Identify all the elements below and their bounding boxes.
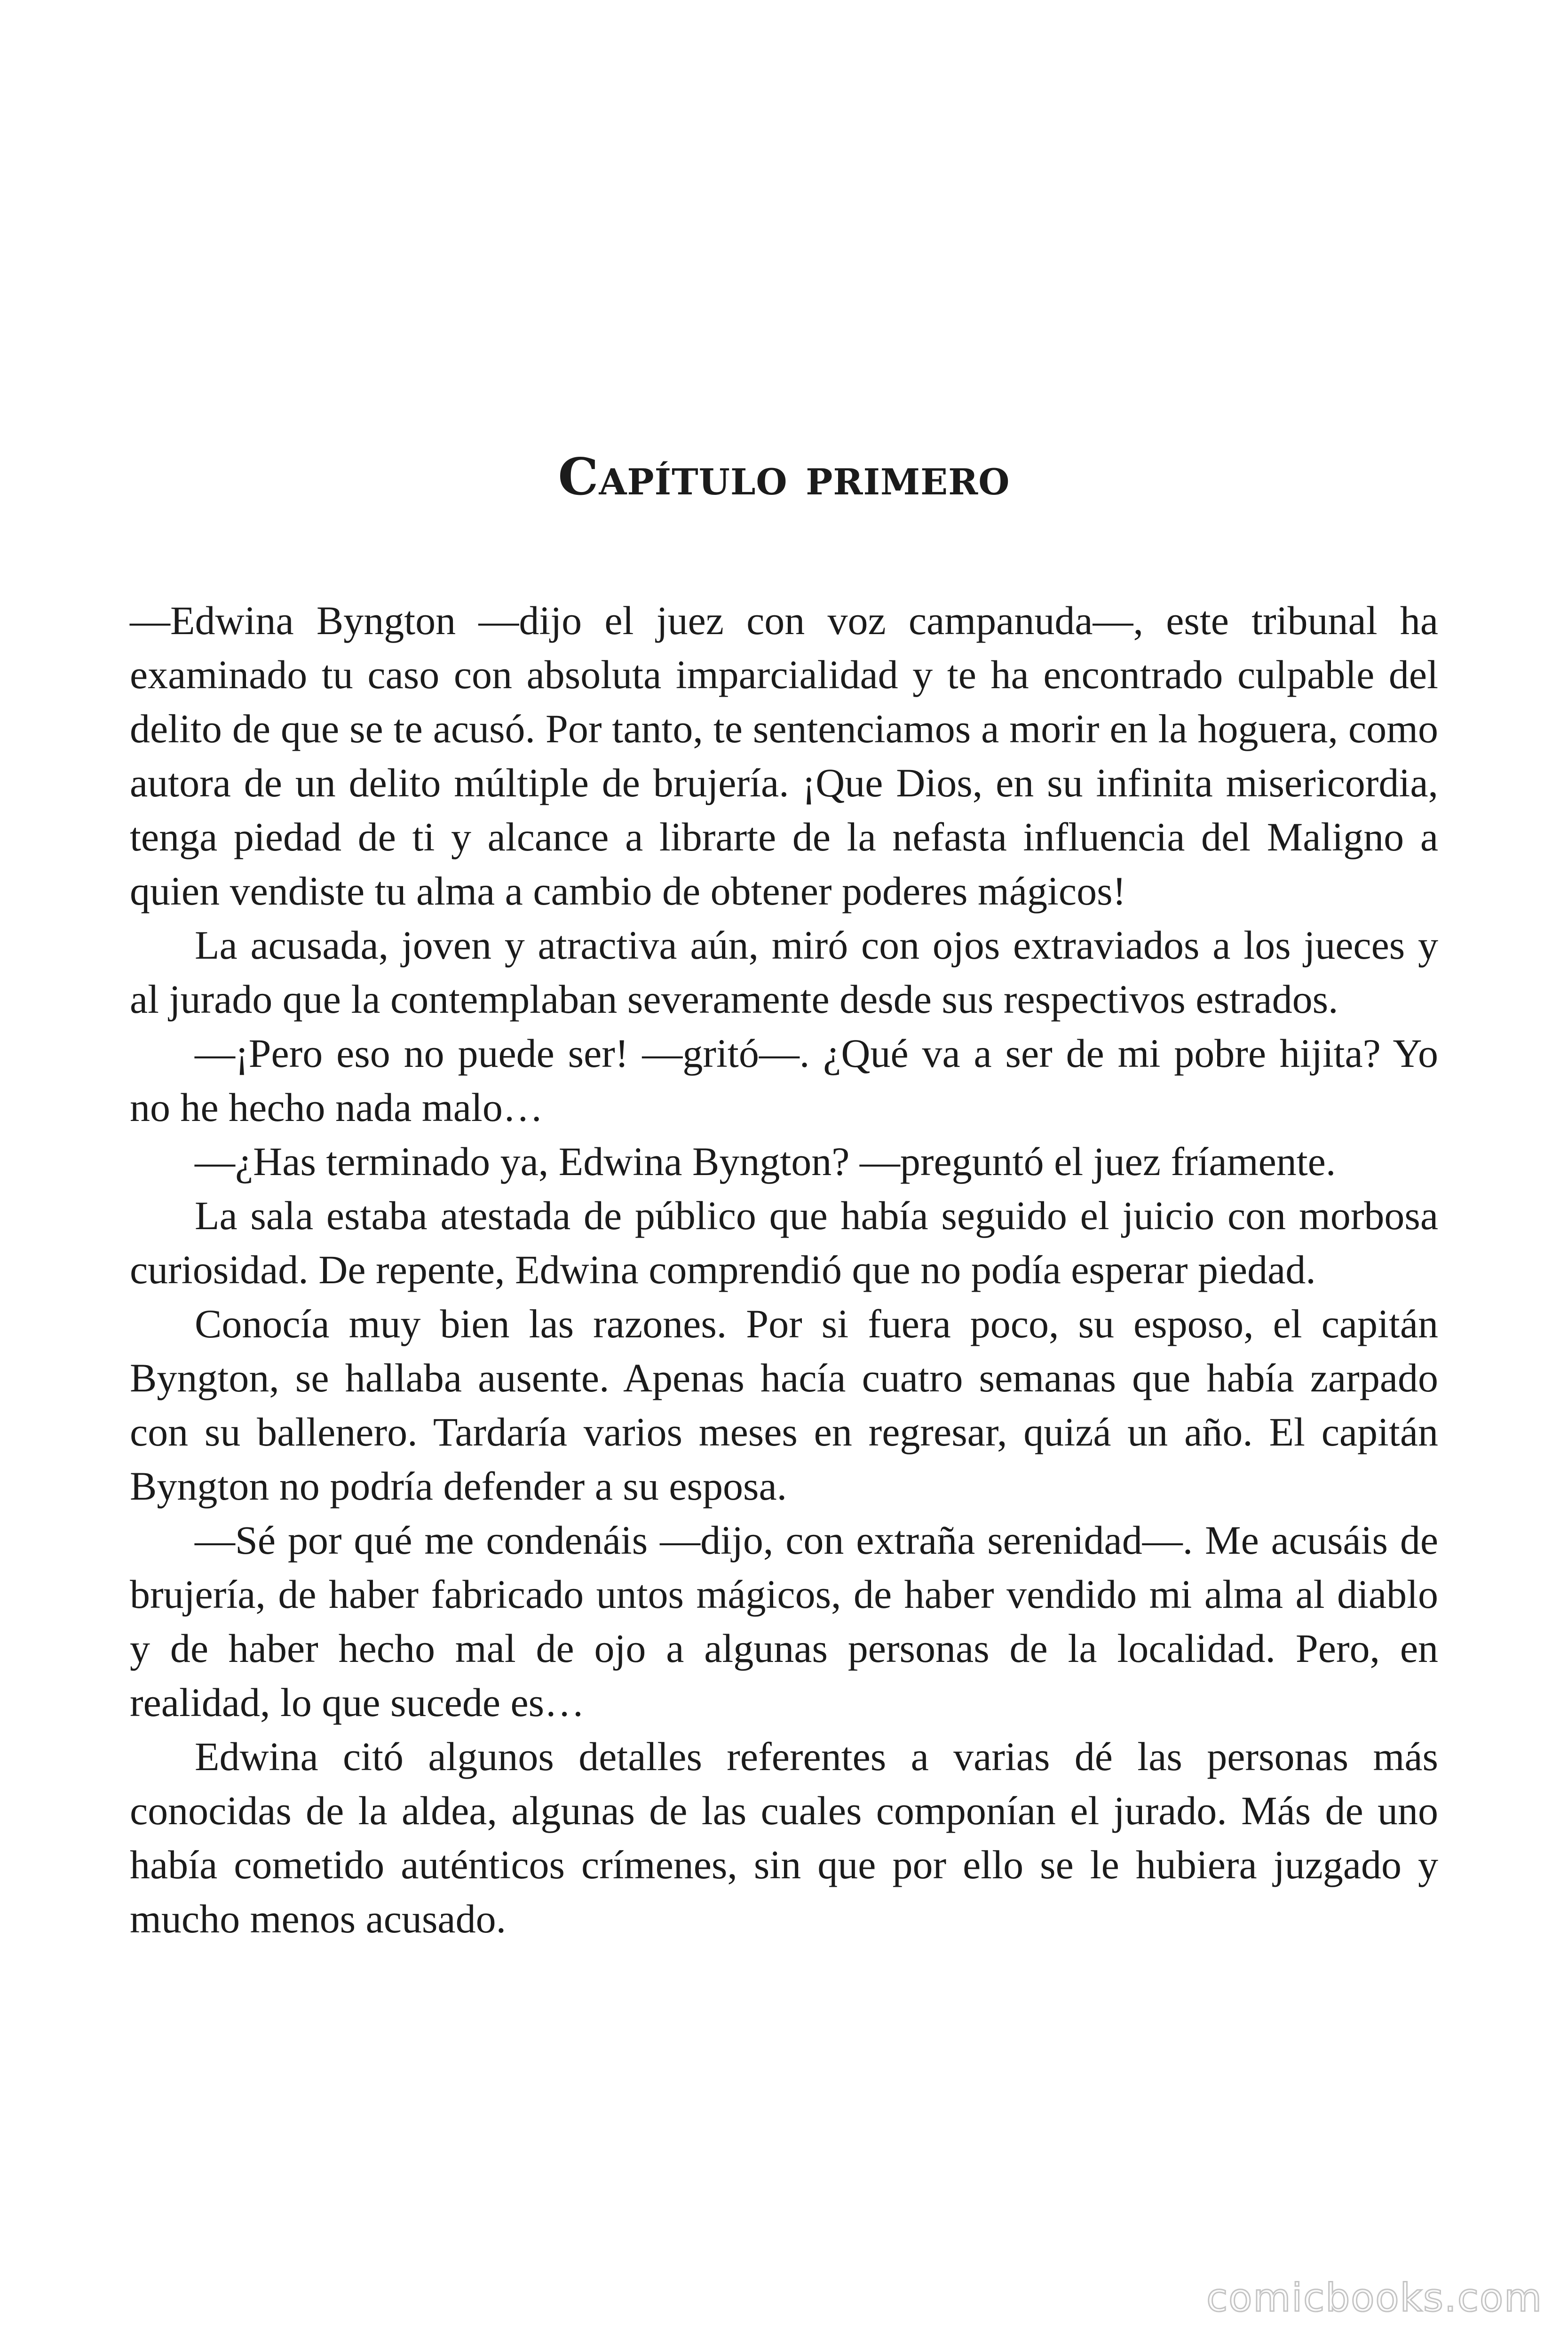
paragraph: Edwina citó algunos detalles referentes a varias dé las personas más conocidas de la aldea, algunas de las cuales componían el jurado. Más de uno había cometido auténticos crímenes, sin que por ello se le hubiera juzgado y mucho menos acusado.: [130, 1734, 1438, 1941]
paragraph: La acusada, joven y atractiva aún, miró con ojos extraviados a los jueces y al jurado que la contemplaban severamente desde sus respectivos estrados.: [130, 922, 1438, 1022]
paragraph: —¡Pero eso no puede ser! —gritó—. ¿Qué va a ser de mi pobre hijita? Yo no he hecho nada malo…: [130, 1031, 1438, 1130]
paragraph: —Sé por qué me condenáis —dijo, con extraña serenidad—. Me acusáis de brujería, de haber fabricado untos mágicos, de haber vendido mi alma al diablo y de haber hecho mal de ojo a algunas personas de la localidad. Pero, en realidad, lo que sucede es…: [130, 1518, 1438, 1725]
chapter-title: Capítulo primero: [558, 447, 1010, 507]
paragraph: —¿Has terminado ya, Edwina Byngton? —preguntó el juez fríamente.: [195, 1139, 1336, 1184]
paragraph: Conocía muy bien las razones. Por si fuera poco, su esposo, el capitán Byngton, se hallaba ausente. Apenas hacía cuatro semanas que había zarpado con su ballenero. Tardaría varios meses en regresar, quizá un año. El capitán Byngton no podría defender a su esposa.: [130, 1301, 1438, 1509]
watermark: comicbooks.com: [1206, 2276, 1543, 2320]
paragraph: —Edwina Byngton —dijo el juez con voz campanuda—, este tribunal ha examinado tu caso con absoluta imparcialidad y te ha encontrado culpable del delito de que se te acusó. Por tanto, te sentenciamos a morir en la hoguera, como autora de un delito múltiple de brujería. ¡Que Dios, en su infinita misericordia, tenga piedad de ti y alcance a librarte de la nefasta influencia del Maligno a quien vendiste tu alma a cambio de obtener poderes mágicos!: [130, 598, 1438, 914]
paragraph: La sala estaba atestada de público que había seguido el juicio con morbosa curiosidad. De repente, Edwina comprendió que no podía esperar piedad.: [130, 1193, 1438, 1292]
chapter-body: [130, 594, 1438, 1946]
